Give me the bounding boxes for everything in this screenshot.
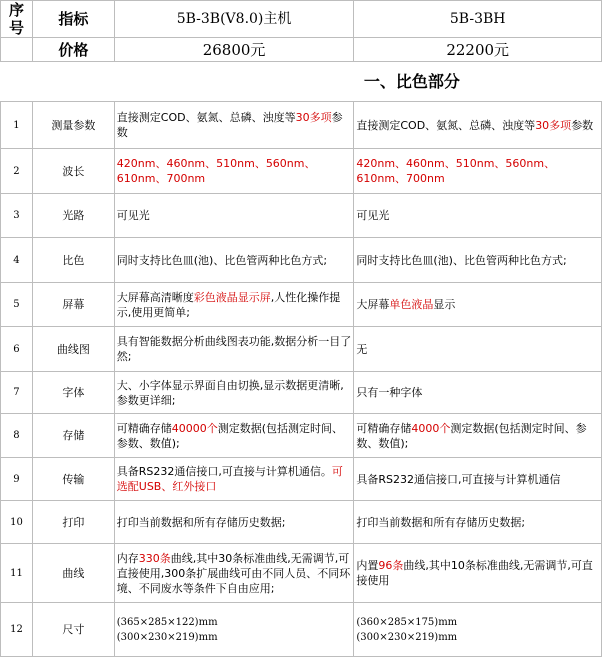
header-row — [1, 1, 602, 38]
spec-cell-a — [114, 102, 354, 149]
row-number: 2 — [1, 149, 33, 194]
header-no: 序号 — [1, 1, 33, 38]
header-model-b: 5B-3BH — [354, 1, 602, 38]
spec-text: 参数 — [116, 111, 343, 139]
spec-text: (360×285×175)mm — [356, 616, 458, 628]
header-index: 指标 — [32, 1, 114, 38]
row-indicator: 打印 — [32, 501, 114, 544]
spec-cell-a — [114, 194, 354, 238]
highlight-text: 30多项 — [295, 111, 332, 124]
spec-text: 具备RS232通信接口,可直接与计算机通信。 — [116, 465, 332, 478]
price-a: 26800元 — [114, 38, 354, 62]
row-number: 8 — [1, 414, 33, 458]
spec-cell-a — [114, 372, 354, 414]
row-indicator: 测量参数 — [32, 102, 114, 149]
spec-text: 只有一种字体 — [356, 386, 423, 399]
spec-cell-b — [354, 149, 602, 194]
row-number: 4 — [1, 238, 33, 283]
spec-text: 内存 — [116, 551, 139, 565]
row-number: 11 — [1, 544, 33, 603]
row-indicator: 传输 — [32, 458, 114, 501]
spec-cell-b — [354, 238, 602, 283]
spec-text: (300×230×219)mm — [356, 631, 458, 643]
row-number: 6 — [1, 327, 33, 372]
row-indicator: 尺寸 — [32, 603, 114, 657]
header-model-a: 5B-3B(V8.0)主机 — [114, 1, 354, 38]
spec-text: 可见光 — [116, 209, 150, 222]
table-row — [1, 194, 602, 238]
spec-cell-b — [354, 501, 602, 544]
spec-text: 测定数据(包括测定时间、参数、数值); — [116, 421, 344, 450]
spec-text: 大屏幕高清晰度 — [116, 290, 194, 304]
highlight-text: 可选配USB、红外接口 — [116, 465, 343, 493]
table-row — [1, 149, 602, 194]
highlight-text: 330条 — [138, 551, 171, 565]
row-number: 5 — [1, 283, 33, 327]
highlight-text: 彩色液晶显示屏 — [193, 290, 271, 304]
spec-text: 参数 — [571, 118, 594, 132]
highlight-text: 30多项 — [535, 118, 572, 132]
spec-cell-b — [354, 327, 602, 372]
highlight-text: 420nm、460nm、510nm、560nm、610nm、700nm — [356, 157, 556, 185]
price-label: 价格 — [32, 38, 114, 62]
row-indicator: 比色 — [32, 238, 114, 283]
table-row — [1, 501, 602, 544]
row-number: 1 — [1, 102, 33, 149]
row-indicator: 光路 — [32, 194, 114, 238]
spec-text: 具有智能数据分析曲线图表功能,数据分析一目了然; — [116, 335, 352, 363]
table-row — [1, 603, 602, 657]
spec-cell-b — [354, 194, 602, 238]
price-b: 22200元 — [354, 38, 602, 62]
spec-text: 同时支持比色皿(池)、比色管两种比色方式; — [356, 253, 567, 267]
spec-cell-b — [354, 414, 602, 458]
table-row — [1, 544, 602, 603]
spec-text: 同时支持比色皿(池)、比色管两种比色方式; — [116, 253, 328, 267]
table-row — [1, 283, 602, 327]
spec-cell-b — [354, 372, 602, 414]
price-no-cell — [1, 38, 33, 62]
spec-cell-a — [114, 544, 354, 603]
price-row — [1, 38, 602, 62]
spec-text: (300×230×219)mm — [116, 631, 218, 643]
spec-text: 直接测定COD、氨氮、总磷、浊度等 — [116, 111, 296, 124]
spec-cell-a — [114, 283, 354, 327]
row-indicator: 曲线图 — [32, 327, 114, 372]
highlight-text: 40000个 — [171, 421, 218, 435]
spec-text: 内置 — [356, 559, 379, 572]
spec-text: 曲线,其中30条标准曲线,无需调节,可直接使用,300条扩展曲线可由不同人员、不同环境、不同废水等条件下自由应用; — [116, 551, 351, 595]
spec-cell-a — [114, 603, 354, 657]
row-number: 7 — [1, 372, 33, 414]
row-number: 12 — [1, 603, 33, 657]
spec-text: 无 — [356, 342, 368, 356]
spec-text: 大屏幕 — [356, 298, 390, 311]
spec-cell-a — [114, 458, 354, 501]
row-indicator: 存储 — [32, 414, 114, 458]
spec-cell-a — [114, 414, 354, 458]
spec-text: 大、小字体显示界面自由切换,显示数据更清晰,参数更详细; — [116, 378, 344, 407]
spec-text: 曲线,其中10条标准曲线,无需调节,可直接使用 — [356, 559, 593, 587]
spec-text: 可见光 — [356, 209, 390, 222]
table-row — [1, 414, 602, 458]
spec-text: 测定数据(包括测定时间、参数、数值); — [356, 421, 587, 450]
spec-cell-b — [354, 102, 602, 149]
spec-text: 打印当前数据和所有存储历史数据; — [116, 515, 286, 529]
spec-cell-b — [354, 544, 602, 603]
highlight-text: 96条 — [378, 559, 404, 572]
table-row — [1, 102, 602, 149]
table-row — [1, 458, 602, 501]
highlight-text: 4000个 — [411, 421, 451, 435]
table-row — [1, 372, 602, 414]
row-number: 10 — [1, 501, 33, 544]
highlight-text: 420nm、460nm、510nm、560nm、610nm、700nm — [116, 157, 316, 185]
spec-cell-a — [114, 238, 354, 283]
highlight-text: 单色液晶 — [389, 298, 434, 311]
spec-cell-b — [354, 603, 602, 657]
section-title: 一、比色部分 — [363, 72, 460, 91]
table-row — [1, 327, 602, 372]
table-row — [1, 238, 602, 283]
row-indicator: 波长 — [32, 149, 114, 194]
section-spacer — [1, 62, 354, 102]
spec-cell-a — [114, 327, 354, 372]
spec-text: (365×285×122)mm — [116, 616, 218, 628]
spec-text: 打印当前数据和所有存储历史数据; — [356, 515, 526, 529]
row-indicator: 屏幕 — [32, 283, 114, 327]
spec-text: 显示 — [433, 298, 456, 311]
spec-cell-b — [354, 283, 602, 327]
spec-cell-a — [114, 149, 354, 194]
spec-text: 可精确存储 — [356, 421, 412, 435]
spec-cell-b — [354, 458, 602, 501]
section-row — [1, 62, 602, 102]
row-number: 9 — [1, 458, 33, 501]
spec-text: 直接测定COD、氨氮、总磷、浊度等 — [356, 118, 536, 132]
row-indicator: 曲线 — [32, 544, 114, 603]
spec-text: 具备RS232通信接口,可直接与计算机通信 — [356, 472, 561, 486]
spec-cell-a — [114, 501, 354, 544]
spec-text: ,人性化操作提示,使用更简单; — [116, 290, 341, 319]
row-indicator: 字体 — [32, 372, 114, 414]
spec-text: 可精确存储 — [116, 421, 172, 435]
row-number: 3 — [1, 194, 33, 238]
